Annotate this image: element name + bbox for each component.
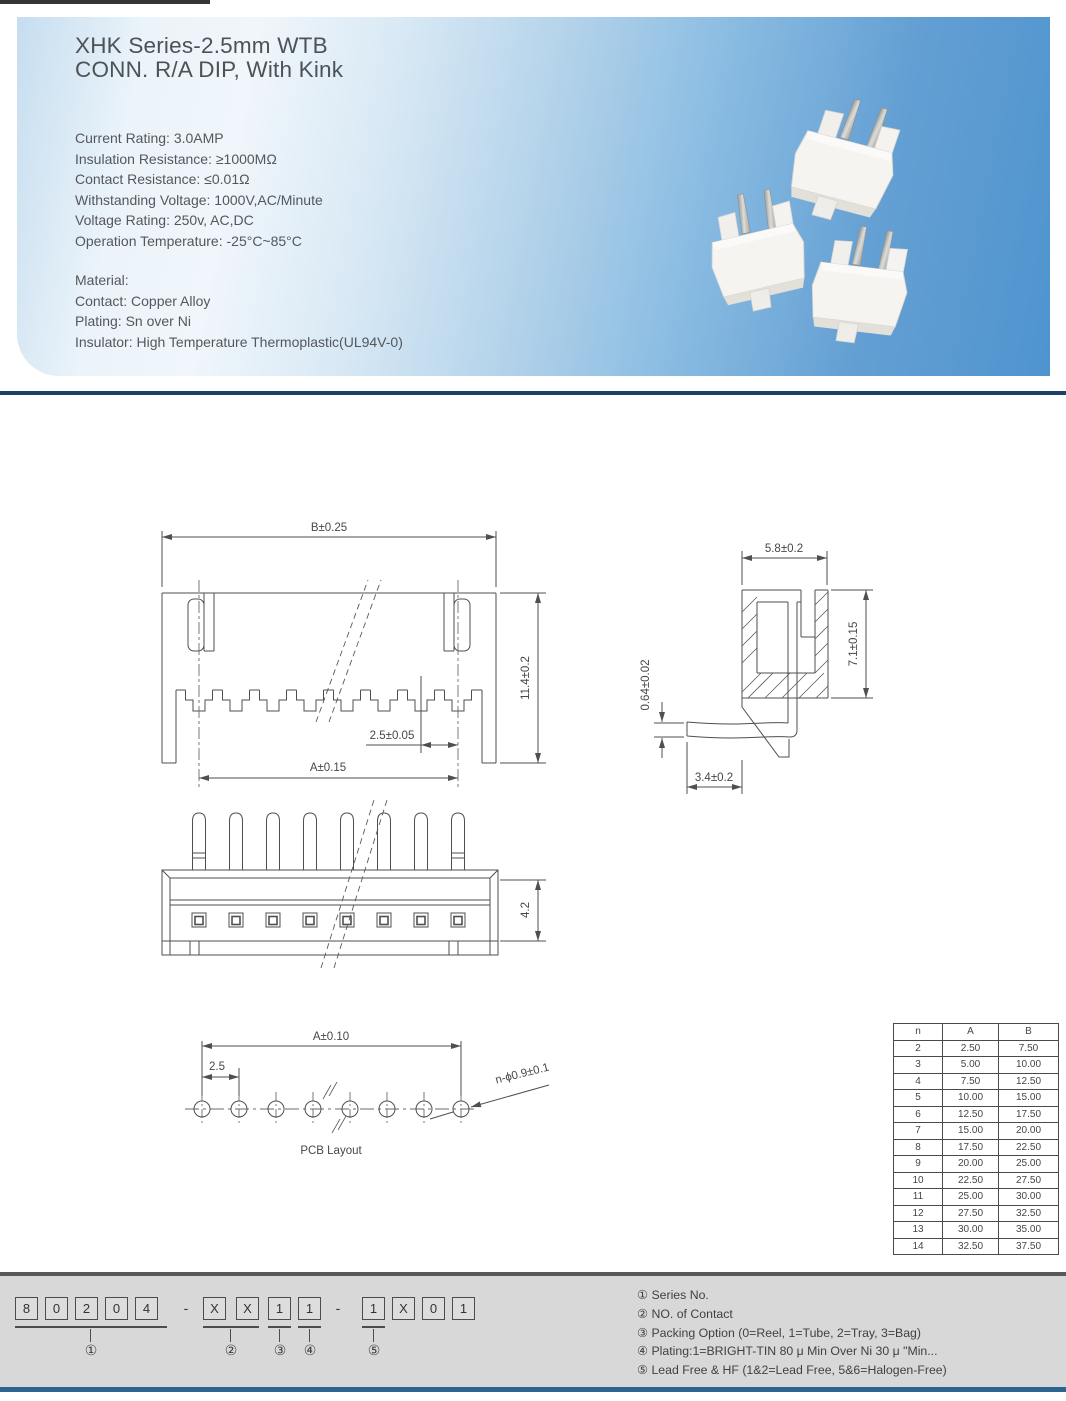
part-code-box: 1 <box>298 1297 321 1320</box>
part-code-separator: - <box>335 1300 341 1316</box>
material-list <box>75 270 403 352</box>
cell-b: 12.50 <box>999 1073 1059 1090</box>
cell-a: 22.50 <box>943 1172 999 1189</box>
cell-n: 12 <box>894 1205 943 1222</box>
table-row <box>894 1156 1059 1173</box>
cell-b: 37.50 <box>999 1238 1059 1255</box>
table-row <box>894 1057 1059 1074</box>
callout-label-5: ⑤ <box>367 1342 381 1358</box>
cell-n: 9 <box>894 1156 943 1173</box>
table-row <box>894 1222 1059 1239</box>
side-dim-tail-label: 3.4±0.2 <box>694 772 734 784</box>
cell-b: 17.50 <box>999 1106 1059 1123</box>
side-view-drawing <box>640 543 873 794</box>
cell-a: 12.50 <box>943 1106 999 1123</box>
callout-label-3: ③ <box>273 1342 287 1358</box>
part-code-box: 2 <box>75 1297 98 1320</box>
cell-a: 15.00 <box>943 1123 999 1140</box>
cell-b: 10.00 <box>999 1057 1059 1074</box>
cell-b: 20.00 <box>999 1123 1059 1140</box>
legend-leadfree: ⑤ Lead Free & HF (1&2=Lead Free, 5&6=Halogen-Free) <box>637 1363 947 1378</box>
spec-operation-temp: Operation Temperature: -25°C~85°C <box>75 232 302 249</box>
group-underline <box>203 1326 259 1328</box>
page-top-strip <box>0 0 210 4</box>
front-view-drawing <box>162 522 546 787</box>
page-title <box>75 34 343 81</box>
material-contact: Contact: Copper Alloy <box>75 292 211 309</box>
connector-photo-left <box>707 187 808 314</box>
spec-insulation: Insulation Resistance: ≥1000MΩ <box>75 150 277 167</box>
group-underline <box>298 1326 321 1328</box>
cell-n: 3 <box>894 1057 943 1074</box>
pcb-layout-caption: PCB Layout <box>300 1145 362 1157</box>
cell-a: 20.00 <box>943 1156 999 1173</box>
callout-leader <box>230 1329 231 1342</box>
cell-b: 7.50 <box>999 1040 1059 1057</box>
part-code-separator: - <box>183 1300 189 1316</box>
table-row <box>894 1238 1059 1255</box>
part-code-box: 1 <box>268 1297 291 1320</box>
callout-label-4: ④ <box>303 1342 317 1358</box>
cell-n: 7 <box>894 1123 943 1140</box>
part-code-box: 4 <box>135 1297 158 1320</box>
cell-n: 2 <box>894 1040 943 1057</box>
material-plating: Plating: Sn over Ni <box>75 313 191 330</box>
table-row <box>894 1123 1059 1140</box>
cell-n: 13 <box>894 1222 943 1239</box>
side-dim-pin-label: 0.64±0.02 <box>640 659 652 711</box>
table-header-a: A <box>943 1024 999 1041</box>
callout-leader <box>373 1329 374 1342</box>
cell-a: 27.50 <box>943 1205 999 1222</box>
front-dim-height-label: 11.4±0.2 <box>520 656 532 700</box>
legend-plating: ④ Plating:1=BRIGHT-TIN 80 μ Min Over Ni 30 μ "Min... <box>637 1344 938 1359</box>
legend-series: ① Series No. <box>637 1288 709 1302</box>
table-row <box>894 1106 1059 1123</box>
cell-b: 22.50 <box>999 1139 1059 1156</box>
cell-n: 11 <box>894 1189 943 1206</box>
part-code-box: X <box>236 1297 259 1320</box>
cell-b: 30.00 <box>999 1189 1059 1206</box>
cell-b: 32.50 <box>999 1205 1059 1222</box>
part-code-box: 8 <box>15 1297 38 1320</box>
side-dim-height-label: 7.1±0.15 <box>848 621 860 667</box>
material-heading: Material: <box>75 272 129 288</box>
spec-voltage-rating: Voltage Rating: 250v, AC,DC <box>75 212 254 229</box>
group-underline <box>268 1326 291 1328</box>
part-code-box: 1 <box>452 1297 475 1320</box>
cell-a: 7.50 <box>943 1073 999 1090</box>
table-header-n: n <box>894 1024 943 1041</box>
cell-b: 25.00 <box>999 1156 1059 1173</box>
spec-contact-resistance: Contact Resistance: ≤0.01Ω <box>75 171 250 188</box>
legend-packing: ③ Packing Option (0=Reel, 1=Tube, 2=Tray, 3=Bag) <box>637 1325 921 1340</box>
table-header-b: B <box>999 1024 1059 1041</box>
part-code-box: X <box>203 1297 226 1320</box>
page-title-line2: CONN. R/A DIP, With Kink <box>75 56 344 82</box>
table-row <box>894 1189 1059 1206</box>
part-code-box: 0 <box>422 1297 445 1320</box>
callout-leader <box>279 1329 280 1342</box>
table-row <box>894 1040 1059 1057</box>
side-dim-width-label: 5.8±0.2 <box>764 543 804 555</box>
group-underline <box>15 1326 167 1328</box>
table-row <box>894 1205 1059 1222</box>
spec-list <box>75 128 323 252</box>
cell-a: 2.50 <box>943 1040 999 1057</box>
ordering-legend <box>637 1286 947 1380</box>
cell-a: 30.00 <box>943 1222 999 1239</box>
table-row <box>894 1073 1059 1090</box>
spec-current-rating: Current Rating: 3.0AMP <box>75 130 224 146</box>
cell-b: 35.00 <box>999 1222 1059 1239</box>
cell-n: 5 <box>894 1090 943 1107</box>
connector-photo-bottom <box>799 214 922 356</box>
cell-n: 4 <box>894 1073 943 1090</box>
part-code-box: X <box>392 1297 415 1320</box>
connector-photo-top <box>775 82 916 238</box>
cell-n: 10 <box>894 1172 943 1189</box>
table-row <box>894 1139 1059 1156</box>
pcb-layout-drawing <box>185 1031 550 1157</box>
part-code-box: 0 <box>45 1297 68 1320</box>
callout-label-2: ② <box>224 1342 238 1358</box>
legend-contacts: ② NO. of Contact <box>637 1306 733 1321</box>
top-dim-depth-label: 4.2 <box>520 902 532 918</box>
group-underline <box>362 1326 385 1328</box>
table-row <box>894 1090 1059 1107</box>
cell-n: 6 <box>894 1106 943 1123</box>
pcb-dim-pitch-label: 2.5 <box>209 1061 225 1073</box>
cell-n: 8 <box>894 1139 943 1156</box>
callout-leader <box>309 1329 310 1342</box>
front-dim-width-label: B±0.25 <box>310 522 348 534</box>
ordering-panel <box>0 1272 1066 1392</box>
cell-a: 25.00 <box>943 1189 999 1206</box>
cell-a: 10.00 <box>943 1090 999 1107</box>
part-code-box: 0 <box>105 1297 128 1320</box>
cell-a: 5.00 <box>943 1057 999 1074</box>
cell-b: 27.50 <box>999 1172 1059 1189</box>
dimension-table <box>893 1023 1059 1255</box>
pcb-hole-callout-label: n-ϕ0.9±0.1 <box>494 1061 551 1087</box>
top-view-drawing <box>162 800 546 968</box>
cell-n: 14 <box>894 1238 943 1255</box>
material-insulator: Insulator: High Temperature Thermoplastic(UL94V-0) <box>75 333 403 350</box>
callout-label-1: ① <box>84 1342 98 1358</box>
cell-a: 32.50 <box>943 1238 999 1255</box>
page-title-line1: XHK Series-2.5mm WTB <box>75 33 328 58</box>
cell-a: 17.50 <box>943 1139 999 1156</box>
pcb-dim-span-label: A±0.10 <box>312 1031 350 1043</box>
table-header-row <box>894 1024 1059 1041</box>
header-panel <box>17 17 1050 376</box>
section-divider <box>0 391 1066 395</box>
spec-withstanding: Withstanding Voltage: 1000V,AC/Minute <box>75 191 323 208</box>
front-dim-span-label: A±0.15 <box>309 762 347 774</box>
table-row <box>894 1172 1059 1189</box>
cell-b: 15.00 <box>999 1090 1059 1107</box>
part-code-box: 1 <box>362 1297 385 1320</box>
callout-leader <box>90 1329 91 1342</box>
front-dim-pitch-label: 2.5±0.05 <box>369 730 415 742</box>
